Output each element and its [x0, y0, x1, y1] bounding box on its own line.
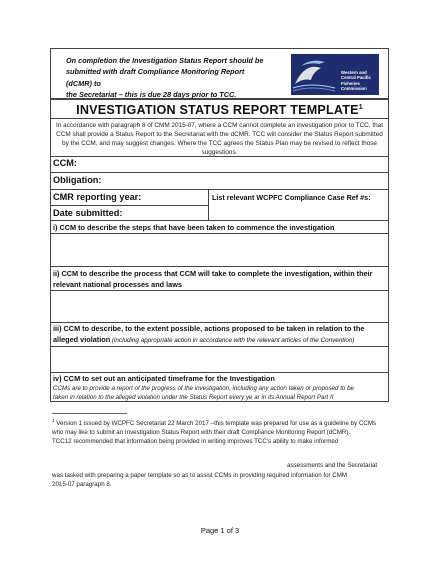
- wcpfc-logo: [291, 54, 379, 95]
- case-ref-label: List relevant WCPFC Compliance Case Ref #s:: [212, 193, 371, 202]
- logo-line: Central Pacific: [341, 75, 371, 81]
- obligation-label: Obligation:: [53, 175, 102, 185]
- section-4-note: [53, 384, 387, 402]
- title-footnote-ref: 1: [358, 103, 363, 111]
- cmr-year-label: CMR reporting year:: [53, 192, 142, 202]
- document-title: [50, 103, 389, 117]
- footnote-text: Version 1 issued by WCPFC Secretariat 22 March 2017 –this template was prepared for use as a guideline by CCMs: [54, 420, 377, 428]
- divider: [50, 189, 389, 190]
- section-3-bold: alleged violation: [53, 335, 111, 344]
- logo-wordmark: [341, 70, 377, 92]
- submission-note: [66, 55, 266, 100]
- section-3-italic: (including appropriate action in accordance with the relevant articles of the Convention): [110, 337, 355, 344]
- footnote-line: 2015-07 paragraph 8.: [52, 481, 112, 488]
- footnote-line: TCC12 recommended that information being provided in writing improves TCC’s ability to make informed: [52, 438, 339, 446]
- footnote: [52, 416, 392, 446]
- title-text: INVESTIGATION STATUS REPORT TEMPLATE: [76, 103, 359, 117]
- date-submitted-label: Date submitted:: [53, 208, 123, 218]
- footnote-line: was tasked with preparing a paper template so as to assist CCMs in providing required information for CMM: [52, 472, 348, 479]
- section-2-line: ii) CCM to describe the process that CCM will take to complete the investigation, within their: [53, 269, 373, 278]
- logo-line: Western and: [341, 70, 367, 75]
- divider: [50, 346, 389, 347]
- section-2-heading: [53, 268, 373, 290]
- divider: [50, 290, 389, 291]
- divider: [50, 205, 208, 206]
- intro-paragraph: In accordance with paragraph 8 of CMM 2015-07, where a CCM cannot complete an investigation prior to TCC, that CCM shall provide a Status Report to the Secretariat with the dCMR. TCC will consider the Status Report submitted by the CCM, and may suggest changes. Where the TCC agrees the Status Plan may be revised to reflect those suggestions.: [55, 122, 384, 156]
- logo-line: Commission: [341, 86, 367, 92]
- footnote-line: [52, 416, 392, 428]
- section-3-heading: [53, 323, 364, 346]
- section-4-note-line: taken in relation to the alleged violation under the Status Report every ye ar in its Annual Report Part II: [53, 394, 334, 401]
- divider: [50, 220, 389, 221]
- section-4-heading: iv) CCM to set out an anticipated timeframe for the Investigation: [53, 374, 275, 383]
- divider: [50, 156, 389, 157]
- submission-note-line: the Secretariat – this is due 28 days prior to TCC.: [66, 89, 237, 99]
- footnote-continued: [52, 471, 392, 489]
- divider: [50, 266, 389, 267]
- divider: [50, 118, 389, 119]
- submission-note-line: submitted with draft Compliance Monitoring Report (dCMR) to: [66, 67, 245, 88]
- divider: [50, 172, 389, 173]
- ccm-label: CCM:: [53, 158, 77, 168]
- logo-line: Fisheries: [341, 80, 360, 86]
- section-1-heading: i) CCM to describe the steps that have been taken to commence the investigation: [53, 223, 335, 232]
- section-3-line: iii) CCM to describe, to the extent possible, actions proposed to be taken in relation to the: [53, 324, 365, 333]
- column-divider: [208, 189, 209, 220]
- footnote-line: who may like to submit an Investigation Status Report with their draft Compliance Monitoring Report (dCMR).: [52, 429, 351, 437]
- section-3-line-2: [53, 334, 364, 346]
- section-2-line: relevant national processes and laws: [53, 280, 182, 289]
- footnote-number: 1: [52, 418, 55, 423]
- section-4-note-line: CCMs are to provide a report of the progress of the investigation, including any action taken or proposed to be: [53, 385, 354, 392]
- footnote-separator: [52, 413, 127, 414]
- page-number: Page 1 of 3: [200, 526, 240, 535]
- submission-note-line: On completion the Investigation Status Report should be: [66, 56, 264, 65]
- divider: [50, 233, 389, 234]
- footnote-line: assessments and the Secretariat: [287, 462, 378, 469]
